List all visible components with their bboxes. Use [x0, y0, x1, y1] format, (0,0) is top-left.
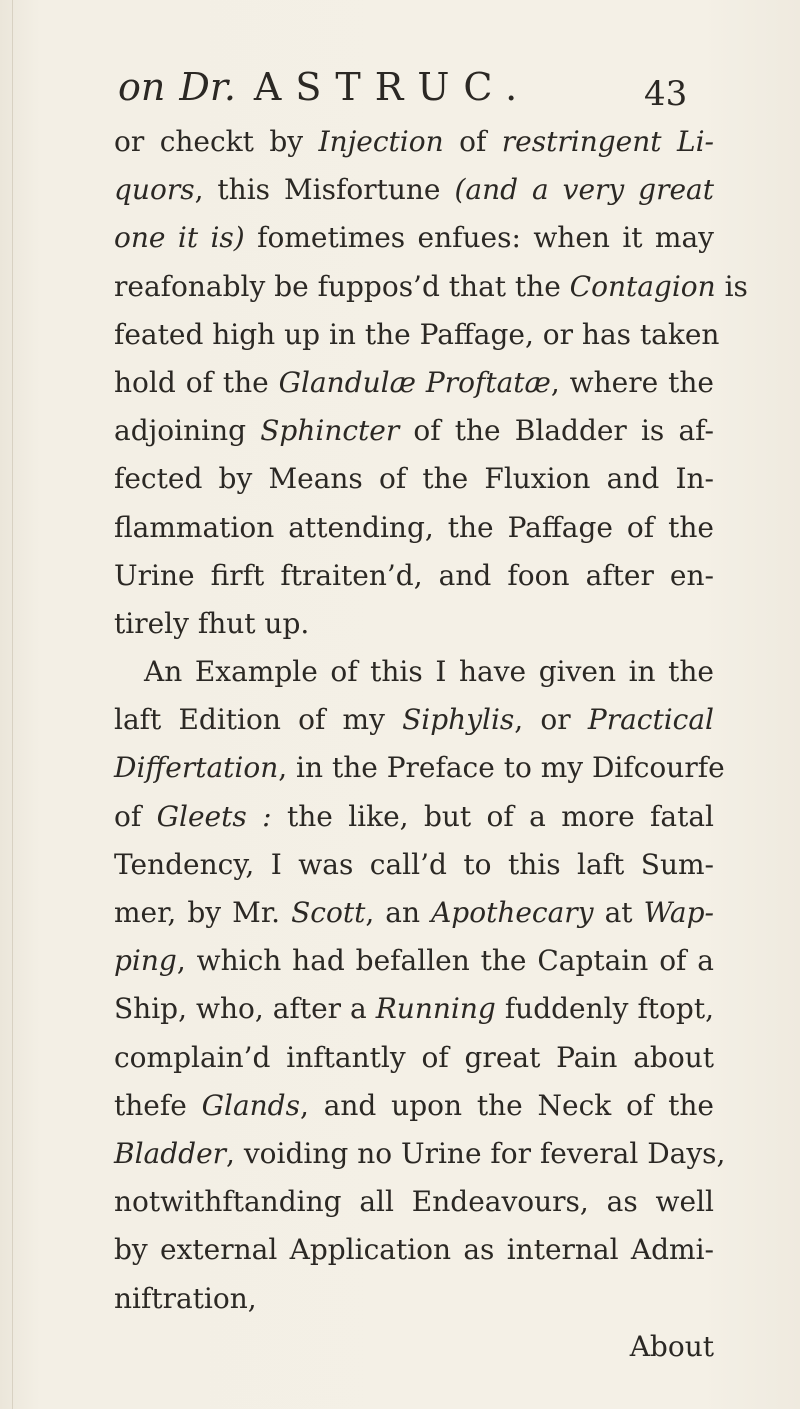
text-run: , voiding no Urine for feveral Days,	[226, 1136, 726, 1170]
italic-text-run: Gleets :	[156, 799, 272, 833]
text-line	[114, 985, 714, 1033]
text-line	[114, 407, 714, 455]
text-line	[114, 648, 714, 696]
text-run: Urine firft ftraiten’d, and foon after en-	[114, 558, 714, 592]
text-run: Ship, who, after a	[114, 992, 376, 1026]
text-run: thefe	[114, 1088, 202, 1122]
text-line	[114, 889, 714, 937]
italic-text-run: Scott	[291, 896, 366, 929]
text-line	[114, 1226, 714, 1274]
text-line	[114, 214, 714, 262]
text-run: by external Application as internal Admi-	[114, 1233, 714, 1267]
text-line	[114, 1178, 714, 1226]
text-run: adjoining	[114, 414, 261, 448]
text-run: laft Edition of my	[114, 703, 403, 737]
text-run: of the Bladder is af-	[399, 414, 714, 448]
text-line	[114, 504, 714, 552]
text-line	[114, 1130, 726, 1178]
text-run: the like, but of a more fatal	[271, 799, 714, 833]
text-run: niftration,	[114, 1281, 257, 1315]
italic-text-run: Bladder	[114, 1136, 227, 1170]
text-run: About	[629, 1329, 714, 1363]
text-line	[114, 552, 714, 600]
italic-text-run: Practical	[587, 703, 714, 737]
italic-text-run: Differtation	[114, 751, 279, 785]
italic-text-run: restringent	[501, 125, 662, 158]
italic-text-run: Glands	[201, 1088, 300, 1122]
text-line	[114, 1034, 714, 1082]
running-header	[118, 62, 718, 112]
text-run: or checkt by	[114, 125, 319, 158]
text-run: notwithftanding all Endeavours, as well	[114, 1185, 714, 1219]
text-line	[114, 841, 714, 889]
text-run: Tendency, I was call’d to this laft Sum-	[114, 847, 714, 881]
text-line	[114, 696, 714, 744]
italic-text-run: Apothecary	[431, 896, 594, 929]
text-run: , which had befallen the Captain of a	[176, 944, 714, 978]
page-number: 43	[644, 74, 688, 114]
text-line	[114, 1082, 714, 1130]
text-run: fected by Means of the Fluxion and In-	[114, 462, 714, 496]
text-line	[114, 793, 714, 841]
italic-text-run: (and a very great	[454, 173, 715, 207]
text-run: is	[715, 269, 748, 303]
text-run: of	[114, 799, 157, 833]
text-line	[114, 937, 714, 985]
italic-text-run: Glandulæ Proftatæ	[278, 365, 551, 399]
text-run: An Example of this I have given in the	[144, 655, 714, 689]
text-run: , and upon the Neck of the	[299, 1088, 714, 1122]
text-run: tirely fhut up.	[114, 606, 310, 640]
text-run: fometimes enfues: when it may	[244, 221, 714, 255]
italic-text-run: Li-	[676, 125, 714, 158]
text-run: reafonably be fuppos’d that the	[114, 269, 570, 303]
italic-text-run: Contagion	[569, 269, 716, 303]
text-run: feated high up in the Paffage, or has taken	[114, 317, 720, 351]
text-run: complain’d inftantly of great Pain about	[114, 1040, 714, 1074]
text-run: , in the Preface to my Difcourfe	[278, 751, 725, 785]
italic-text-run: ping	[114, 944, 177, 978]
text-run: at	[593, 896, 644, 929]
text-line	[114, 744, 725, 792]
header-on: on	[118, 65, 166, 109]
text-line	[114, 263, 748, 311]
text-run: of	[443, 125, 502, 158]
text-line	[114, 311, 720, 359]
italic-text-run: Wap-	[643, 896, 714, 929]
text-run: flammation attending, the Paffage of the	[114, 510, 714, 544]
page-gutter-edge	[12, 0, 13, 1409]
text-run: , or	[514, 703, 588, 737]
italic-text-run: Siphylis	[402, 703, 515, 737]
text-run: hold of the	[114, 365, 279, 399]
text-line	[114, 359, 714, 407]
text-line	[114, 118, 714, 166]
text-line	[114, 166, 714, 214]
italic-text-run: quors	[114, 173, 195, 207]
text-run	[662, 125, 677, 158]
text-line	[114, 1275, 714, 1323]
text-run: mer, by Mr.	[114, 896, 292, 929]
text-line	[114, 600, 714, 648]
header-name: ASTRUC.	[253, 65, 532, 109]
italic-text-run: Running	[375, 992, 496, 1026]
text-run: , this Misfortune	[194, 173, 455, 207]
body-text	[114, 118, 748, 1371]
text-line	[114, 455, 714, 503]
text-run: , an	[365, 896, 432, 929]
text-run: , where the	[550, 365, 714, 399]
italic-text-run: Injection	[318, 125, 444, 158]
italic-text-run: Sphincter	[260, 414, 400, 448]
text-line	[114, 1323, 714, 1371]
header-dr: Dr.	[179, 65, 236, 109]
italic-text-run: one it is)	[114, 221, 245, 255]
text-run: fuddenly ftopt,	[495, 992, 714, 1026]
